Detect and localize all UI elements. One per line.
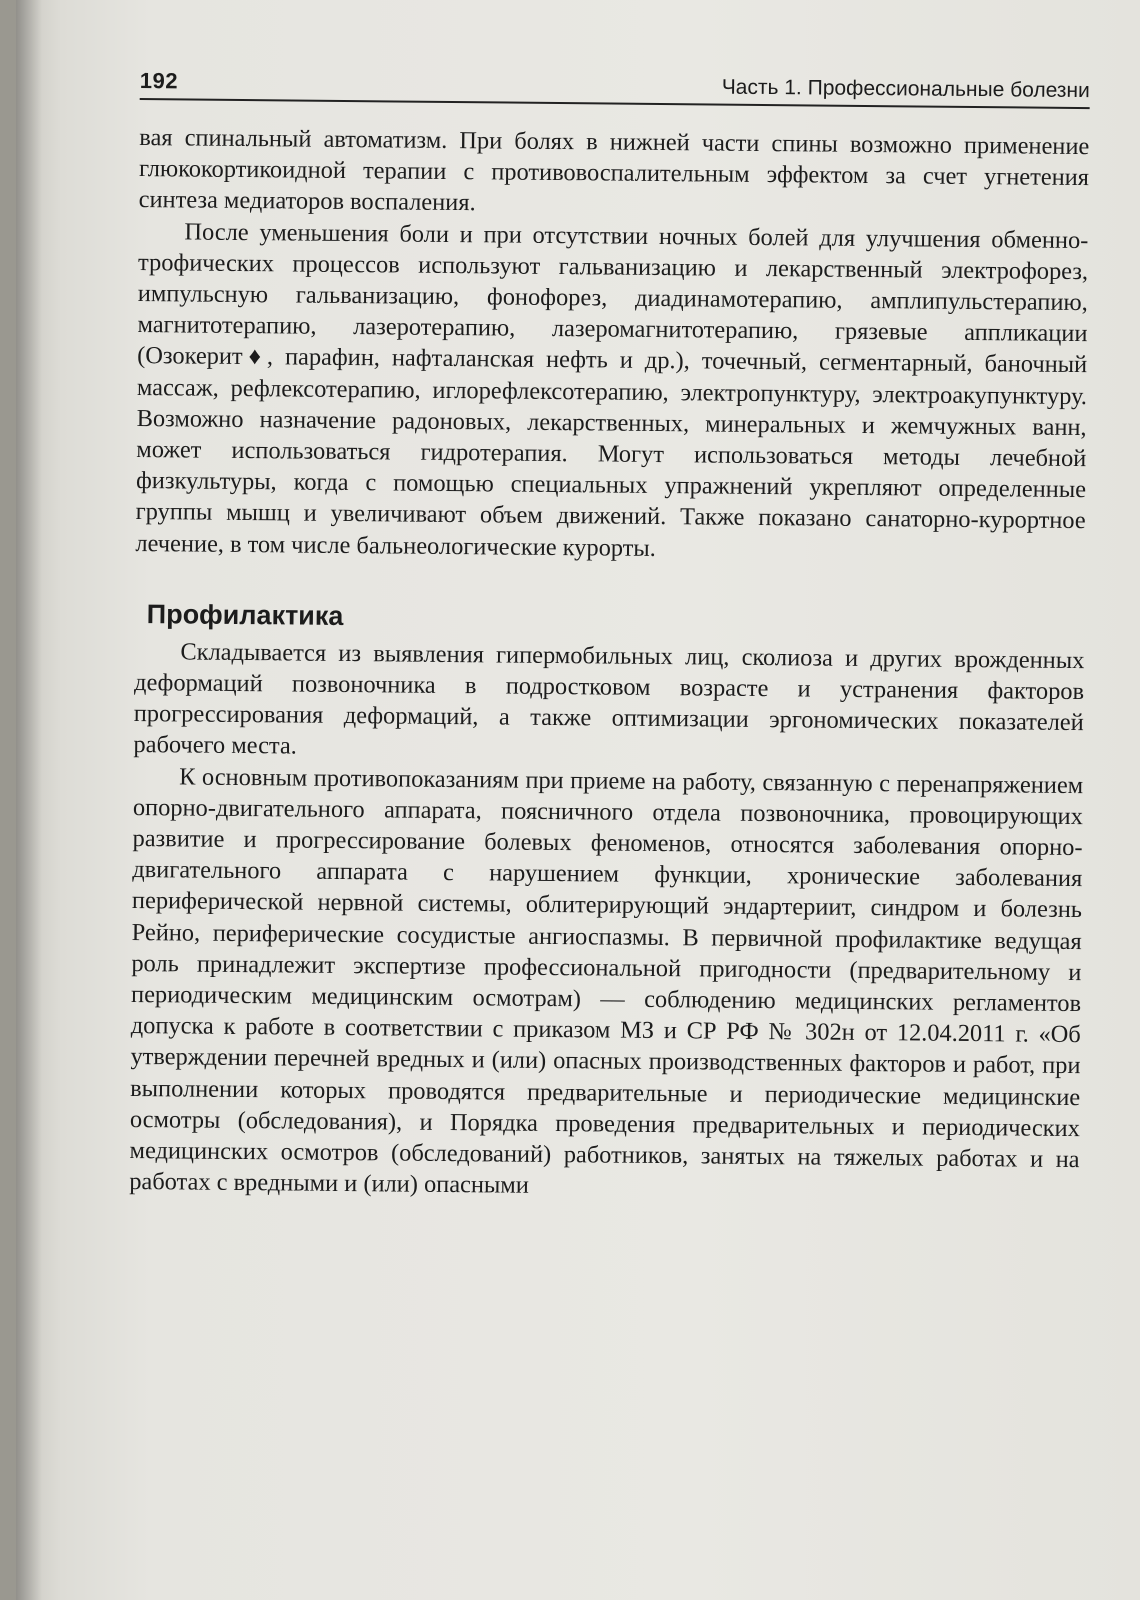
paragraph-prevention: Складывается из выявления гипермобильных лиц, сколиоза и других врожденных деформаций позвоночника в подростковом возрасте и устранения факторов прогрессирования деформаций, а также оптимизации эргономических показателей рабочего места.	[133, 638, 1085, 760]
page-number: 192	[139, 68, 179, 94]
paragraph-contraindications: К основным противопоказаниям при приеме на работу, связанную с перенапряжением опорно-двигательного аппарата, поясничного отдела позвоночника, провоцирующих развитие и прогрессирование болевых феноменов, относятся заболевания опорно-двигательного аппарата с нарушением функции, хронические заболевания периферической нервной системы, облитерирующий эндартериит, синдром и болезнь Рейно, периферические сосудистые ангиоспазмы. В первичной профилактике ведущая роль принадлежит экспертизе профессиональной пригодности (предварительному и периодическим медицинским осмотрам) — соблюдению медицинских регламентов допуска к работе в соответствии с приказом МЗ и СР РФ № 302н от 12.04.2011 г. «Об утверждении перечней вредных и (или) опасных производственных факторов и работ, при выполнении которых проводятся предварительные и периодические медицинские осмотры (обследования), и Порядка проведения предварительных и периодических медицинских осмотров (обследований) работников, занятых на тяжелых работах и на работах с вредными и (или) опасными	[129, 763, 1084, 1200]
page-content	[129, 68, 1090, 1207]
book-page	[16, 0, 1140, 1600]
running-title: Часть 1. Профессиональные болезни	[721, 75, 1090, 103]
page-gutter-shadow	[16, 0, 42, 1600]
section-heading: Профилактика	[146, 598, 344, 631]
paragraph-treatment: После уменьшения боли и при отсутствии ночных болей для улучшения обменно-трофических процессов используют гальванизацию и лекарственный электрофорез, импульсную гальванизацию, фонофорез, диадинамотерапию, амплипульстерапию, магнитотерапию, лазеротерапию, лазеромагнитотерапию, грязевые аппликации (Озокерит♦, парафин, нафталанская нефть и др.), точечный, сегментарный, баночный массаж, рефлексотерапию, иглорефлексотерапию, электропунктуру, электроакупунктуру. Возможно назначение радоновых, лекарственных, минеральных и жемчужных ванн, может использоваться гидротерапия. Могут использоваться методы лечебной физкультуры, когда с помощью специальных упражнений укрепляют определенные группы мышц и увеличивают объем движений. Также показано санаторно-курортное лечение, в том числе бальнеологические курорты.	[135, 218, 1089, 562]
paragraph-continuation: вая спинальный автоматизм. При болях в нижней части спины возможно применение глюкокортикоидной терапии с противовоспалительным эффектом за счет угнетения синтеза медиаторов воспаления.	[138, 123, 1090, 217]
page-header	[140, 68, 1090, 109]
